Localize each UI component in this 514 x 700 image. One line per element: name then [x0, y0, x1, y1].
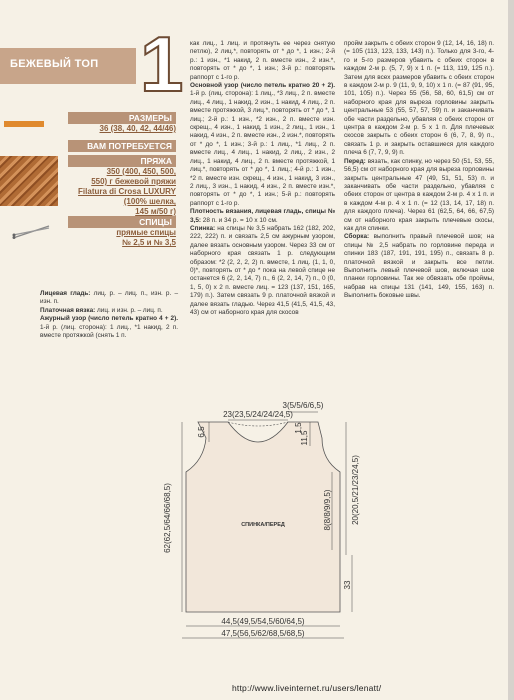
sizes-label: РАЗМЕРЫ — [68, 112, 176, 124]
instructions-column-1 — [40, 290, 178, 340]
orange-tag — [4, 121, 44, 127]
armhole-shape-dim: 8(8/8/9/9,5) — [323, 489, 332, 531]
top-width-dim: 3(5/5/6/6,5) — [282, 401, 324, 410]
instructions-column-2 — [190, 40, 335, 317]
needles-icon — [12, 225, 50, 239]
back-neck-line — [228, 422, 288, 426]
width-bottom-dim: 47,5(56,5/62/68,5/68,5) — [221, 629, 305, 638]
needles-label: СПИЦЫ — [68, 216, 176, 228]
source-url: http://www.liveinternet.ru/users/lenatt/ — [232, 683, 382, 693]
yarn-label: ПРЯЖА — [68, 155, 176, 167]
page-edge — [508, 0, 514, 700]
paragraph: Лицевая гладь: лиц. р. – лиц. п., изн. р. – изн. п. — [40, 290, 179, 306]
paragraph: как лиц., 1 лиц. и протянуть ее через снятую петлю), 2 лиц.*, повторять от * до *, 1 изн.; 2-й р.: 1 изн., *1 накид, 2 п. вместе изн., 2 изн.*, повторять от * до *, 1 изн.; 3-й р.: повторять раппорт с 1-го р. — [190, 40, 335, 81]
sizes-value: 36 (38, 40, 42, 44/46) — [99, 124, 176, 133]
pattern-sidebar — [0, 18, 182, 268]
pattern-title: БЕЖЕВЫЙ ТОП — [10, 58, 99, 70]
bottom-height-dim: 33 — [343, 580, 352, 590]
paragraph: Основной узор (число петель кратно 20 + 2). 1-й р. (лиц. сторона): 1 лиц., *3 лиц., 2 п. вместе лиц., 4 лиц., 1 накид, 2 изн., 1 накид, 4 лиц., 2 п. вместе протяжкой, 3 лиц.*, повторять от * до *, 1 лиц.; 2-й р.: 1 изн., *2 изн., 2 п. вместе изн. скрещ., 4 изн., 1 накид, 1 изн., 2 лиц., 1 изн., 1 накид, 4 изн., 2 п. вместе изн., 2 изн.*, повторять от * до *, 1 изн.; 3-й р.: 1 лиц., *1 лиц., 2 п. вместе лиц., 4 лиц., 1 накид, 2 лиц., 2 изн., 2 лиц., 1 накид, 4 лиц., 2 п. вместе протяжкой, 1 лиц.*, повторять от * до *, 1 лиц.; 4-й р.: 1 изн., *2 п. вместе изн. скрещ., 4 изн., 1 накид, 3 изн., 2 лиц., 3 изн., 1 накид, 4 изн., 2 п. вместе изн.*, повторять от * до *, 1 изн.; 5-й р.: повторять раппорт с 1-го р. — [190, 82, 335, 207]
neck-depth-back-dim: 1,5 — [294, 422, 303, 434]
paragraph: Плотность вязания, лицевая гладь, спицы № 3,5: 28 п. и 34 р. = 10 х 10 см. — [190, 208, 335, 224]
neck-depth-front-dim: 11,5 — [300, 430, 309, 446]
armhole-height-dim: 20(20,5/21/23/24,5) — [351, 455, 360, 525]
width-top-dim: 44,5(49,5/54,5/60/64,5) — [221, 617, 305, 626]
yarn-value: 350 (400, 450, 500, 550) г бежевой пряжи Filatura di Crosa LUXURY (100% шелка, 145 м/50 г) — [78, 167, 176, 216]
paragraph: Платочная вязка: лиц. и изн. р. – лиц. п. — [40, 306, 163, 314]
paragraph: Перед: вязать, как спинку, но через 50 (51, 53, 55, 56,5) см от наборного края для выреза горловины закрыть центральные 47 (49, 51, 51, 53) п. и заканчивать обе части раздельно, убавляя с обеих сторон от центра в каждом 2-м р. 4 х 1 п. и в каждом 4-м р. 4 х 1 п. (= 12 (13, 14, 17, 18) п. для каждого плеча). Через 61 (62,5, 64, 66, 67,5) см от наборного края закрыть плечевые скосы, как для спинки. — [344, 157, 494, 232]
yarn-swatch-image — [0, 156, 58, 206]
shoulder-depth-dim: 6,5 — [197, 426, 206, 438]
paragraph: Сборка: выполнить правый плечевой шов; на спицы № 2,5 набрать по горловине переда и спинки 183 (187, 191, 191, 195) п., связать 8 р. платочной вязкой и закрыть все петли. Выполнить левый плечевой шов, включая шов планки горловины. Так же обвязать обе проймы, набрав на спицы 131 (141, 149, 155, 163) п. Выполнить боковые швы. — [344, 233, 494, 300]
neck-width-dim: 23(23,5/24/24/24,5) — [223, 410, 293, 419]
paragraph: пройм закрыть с обеих сторон 9 (12, 14, 16, 18) п. (= 105 (113, 123, 133, 143) п.). Только для 3-го, 4-го и 5-го размеров убавить с обеих сторон в каждом 2-м р. (5, 7, 9) х 1 п. (= 113, 119, 125 п.). Затем для всех размеров убавить с обеих сторон в каждом 2-м р. 9 (11, 9, 9, 10) х 1 п. (= 87 (91, 95, 101, 105) п.). Через 55 (56, 58, 60, 61,5) см от наборного края для выреза горловины закрыть центральные 53 (55, 57, 57, 59) п. и заканчивать обе части раздельно, убавляя с обеих сторон от центра в каждом 2-м р. 5 х 1 п. Для плечевых скосов закрыть с обеих сторон 6 (6, 7, 8, 9) п., связать 1 р. и закрыть оставшиеся для каждого плеча 6 (7, 7, 9, 9) п. — [344, 40, 494, 157]
total-height-dim: 62(62,5/64/66/68,5) — [163, 483, 172, 553]
instructions-column-3 — [344, 40, 494, 301]
piece-label: СПИНКА/ПЕРЕД — [241, 522, 285, 528]
garment-schematic — [150, 350, 364, 650]
pattern-number: 1 — [140, 20, 184, 108]
needed-label: ВАМ ПОТРЕБУЕТСЯ — [68, 140, 176, 152]
garment-shape — [186, 422, 340, 612]
paragraph: Ажурный узор (число петель кратно 4 + 2). 1-й р. (лиц. сторона): 1 лиц., *1 накид, 2 п. вместе протяжкой (снять 1 п. — [40, 315, 178, 340]
paragraph: Спинка: на спицы № 3,5 набрать 162 (182, 202, 222, 222) п. и связать 2,5 см ажурным узором, далее вязать основным узором. Через 33 см от наборного края связать 1 р. следующим образом: *2 (2, 2, 2, 2) п. вместе, 1 лиц. (1, 1, 0, 0)*, повторять от * до * пока на левой спице не останется 6 (2, 2, 14, 7) п., 6 (2, 2, 14, 7) п., 0 (0, 1, 5, 0) х 2 п. вместе лиц. = 123 (137, 151, 165, 179) п.). Затем связать 9 р. платочной вязкой и далее вязать гладью. Через 41,5 (41,5, 41,5, 43, 43) см от наборного края для скосов — [190, 224, 335, 316]
needles-value: прямые спицы № 2,5 и № 3,5 — [116, 228, 176, 247]
